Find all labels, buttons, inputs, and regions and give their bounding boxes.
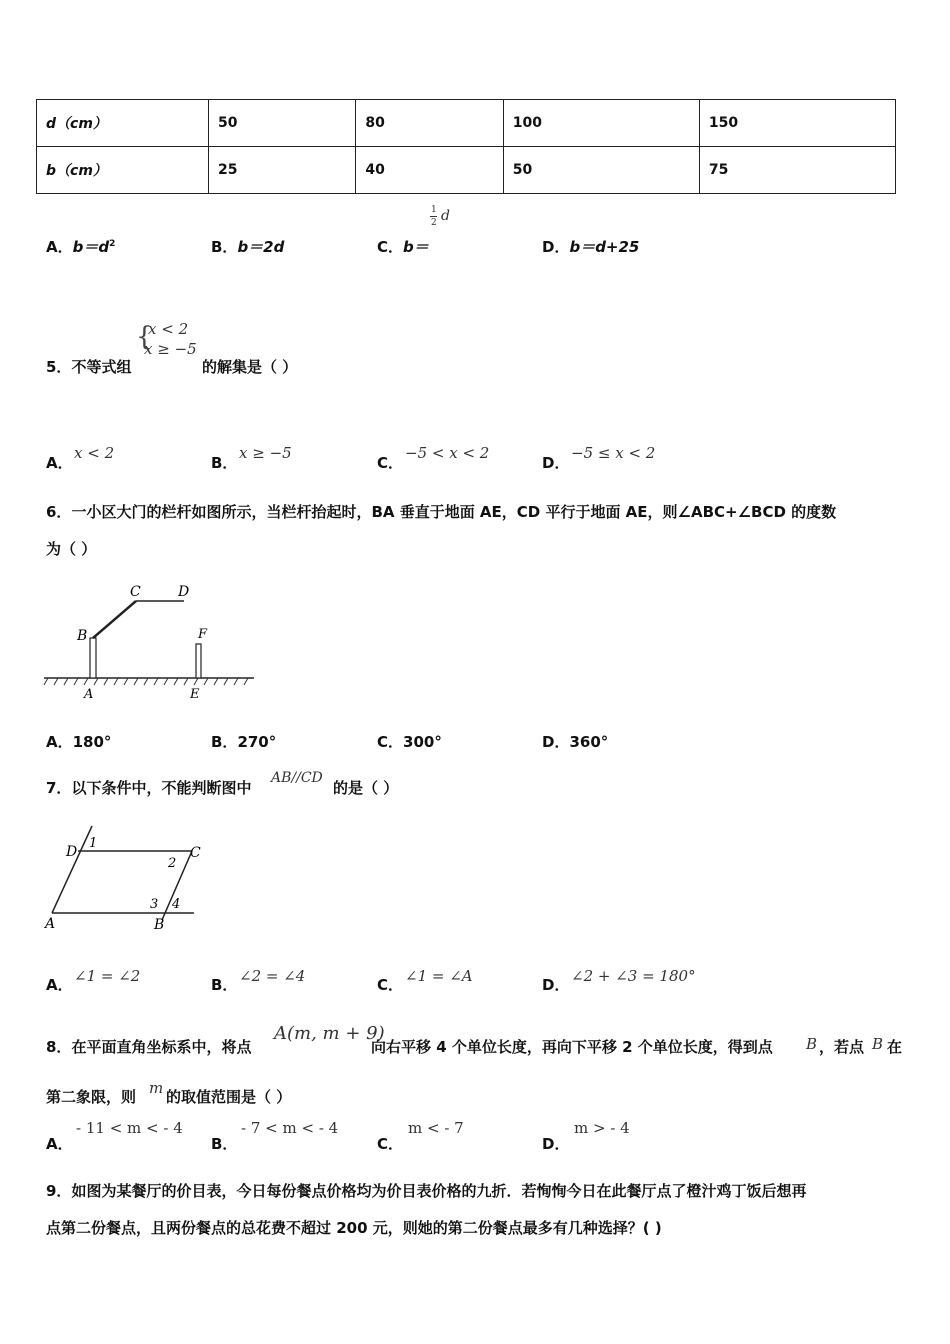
q6-option-a bbox=[46, 731, 111, 752]
table-cell: 40 bbox=[356, 147, 503, 194]
q8-stem-start bbox=[46, 1036, 251, 1057]
point-d-label: D bbox=[178, 584, 190, 600]
q4-option-d bbox=[542, 236, 639, 257]
q6-option-c bbox=[377, 731, 442, 752]
option-sup: 2 bbox=[109, 239, 116, 249]
system-line-1: x < 2 bbox=[148, 320, 189, 338]
table-cell: 50 bbox=[209, 100, 356, 147]
q8-stem-mid2: ，若点 bbox=[819, 1038, 865, 1056]
table-cell: 100 bbox=[503, 100, 699, 147]
option-label: B． bbox=[211, 454, 238, 472]
table-cell: 50 bbox=[503, 147, 699, 194]
q5-stem bbox=[46, 356, 131, 377]
option-label: A． bbox=[46, 454, 73, 472]
post-ba bbox=[90, 638, 96, 678]
q4-option-c bbox=[377, 236, 429, 257]
fraction-bar bbox=[430, 216, 437, 217]
point-c-label: C bbox=[130, 584, 141, 600]
q7-parallelogram-figure bbox=[40, 820, 210, 938]
q7-option-d bbox=[542, 974, 569, 995]
q7-option-d-math: ∠2 + ∠3 = 180° bbox=[571, 967, 696, 985]
q6-gate-figure bbox=[40, 582, 260, 704]
q5-stem-end: 的解集是（ ） bbox=[202, 358, 298, 376]
q8-option-c bbox=[377, 1133, 403, 1154]
q5-option-a-math: x < 2 bbox=[74, 444, 115, 462]
option-label: C． bbox=[377, 733, 404, 751]
fraction-numerator: 1 bbox=[431, 205, 437, 215]
ground-hatching bbox=[44, 678, 248, 685]
q4-option-a bbox=[46, 236, 115, 257]
q5-option-d bbox=[542, 452, 569, 473]
q7-option-b bbox=[211, 974, 237, 995]
option-label: B． bbox=[211, 1135, 238, 1153]
q5-option-b-math: x ≥ −5 bbox=[239, 444, 292, 462]
table-cell: 25 bbox=[209, 147, 356, 194]
point-d-label: D bbox=[66, 844, 78, 860]
q6-option-b bbox=[211, 731, 276, 752]
q8-point-b-math: B bbox=[806, 1035, 818, 1053]
q8-stem-line2: 第二象限，则 bbox=[46, 1088, 137, 1106]
q5-option-c-math: −5 < x < 2 bbox=[405, 444, 490, 462]
point-a-label: A bbox=[45, 916, 56, 932]
table-cell: b（cm） bbox=[37, 147, 209, 194]
option-text: 270° bbox=[237, 733, 277, 751]
system-line-2: x ≥ −5 bbox=[144, 340, 197, 358]
option-label: A． bbox=[46, 976, 73, 994]
q5-option-a bbox=[46, 452, 73, 473]
point-b-label: B bbox=[77, 628, 88, 644]
q5-inequality-system bbox=[136, 320, 200, 360]
q6-stem-line2: 为（ ） bbox=[46, 540, 97, 558]
option-label: B． bbox=[211, 733, 238, 751]
question-text: 不等式组 bbox=[71, 358, 132, 376]
q7-option-c-math: ∠1 = ∠A bbox=[405, 967, 473, 985]
q6-option-d bbox=[542, 731, 608, 752]
question-text: 一小区大门的栏杆如图所示，当栏杆抬起时，BA 垂直于地面 AE，CD 平行于地面 AE，则∠ABC+∠BCD 的度数 bbox=[71, 503, 837, 521]
q8-option-b-math: - 7 < m < - 4 bbox=[241, 1119, 339, 1137]
q8-option-d bbox=[542, 1133, 569, 1154]
point-b-label: B bbox=[154, 917, 165, 933]
option-label: D． bbox=[542, 1135, 570, 1153]
angle-3-label: 3 bbox=[150, 897, 159, 912]
table-cell: 150 bbox=[699, 100, 895, 147]
option-label: D． bbox=[542, 733, 570, 751]
q9-stem-line2: 点第二份餐点，且两份餐点的总花费不超过 200 元，则她的第二份餐点最多有几种选择？( ) bbox=[46, 1219, 662, 1237]
q9-stem-line1 bbox=[46, 1180, 806, 1201]
question-text: 如图为某餐厅的价目表，今日每份餐点价格均为价目表价格的九折．若恂恂今日在此餐厅点了橙汁鸡丁饭后想再 bbox=[71, 1182, 807, 1200]
option-label: D． bbox=[542, 238, 570, 256]
option-label: A． bbox=[46, 238, 73, 256]
q7-option-a bbox=[46, 974, 73, 995]
option-label: B． bbox=[211, 976, 238, 994]
q8-option-d-math: m > - 4 bbox=[574, 1119, 630, 1137]
point-c-label: C bbox=[190, 845, 201, 861]
fraction-denominator: 2 bbox=[431, 218, 437, 228]
q5-option-d-math: −5 ≤ x < 2 bbox=[571, 444, 656, 462]
table-row bbox=[37, 147, 896, 194]
option-label: D． bbox=[542, 454, 570, 472]
q8-option-b bbox=[211, 1133, 237, 1154]
q8-stem-end: 在 bbox=[887, 1038, 903, 1056]
question-text: 在平面直角坐标系中，将点 bbox=[71, 1038, 252, 1056]
q7-option-b-math: ∠2 = ∠4 bbox=[239, 967, 306, 985]
option-text: b＝d+25 bbox=[569, 238, 640, 256]
option-text: 300° bbox=[403, 733, 442, 751]
brace-symbol: { bbox=[136, 322, 153, 352]
q8-option-a bbox=[46, 1133, 73, 1154]
q7-stem-end: 的是（ ） bbox=[333, 779, 399, 797]
option-text: b＝d bbox=[72, 238, 110, 256]
q4-option-b bbox=[211, 236, 284, 257]
point-f-label: F bbox=[198, 627, 208, 642]
table-cell: 80 bbox=[356, 100, 503, 147]
option-label: C． bbox=[377, 1135, 404, 1153]
q8-option-a-math: - 11 < m < - 4 bbox=[76, 1119, 183, 1137]
q8-option-c-math: m < - 7 bbox=[408, 1119, 464, 1137]
q8-stem-line2-end: 的取值范围是（ ） bbox=[166, 1088, 292, 1106]
point-a-label: A bbox=[84, 687, 94, 702]
option-text: b＝2d bbox=[237, 238, 285, 256]
option-label: C． bbox=[377, 238, 404, 256]
option-label: A． bbox=[46, 1135, 73, 1153]
angle-1-label: 1 bbox=[89, 836, 98, 851]
q6-stem-line1 bbox=[46, 501, 836, 522]
table-cell: d（cm） bbox=[37, 100, 209, 147]
question-number: 8． bbox=[46, 1038, 72, 1056]
line-ad-extended bbox=[52, 826, 92, 913]
option-text: b＝ bbox=[403, 238, 429, 256]
question-text: 以下条件中，不能判断图中 bbox=[71, 779, 252, 797]
q7-option-a-math: ∠1 = ∠2 bbox=[74, 967, 141, 985]
q5-option-c bbox=[377, 452, 403, 473]
question-number: 6． bbox=[46, 503, 72, 521]
q8-point-a-math: A(m, m + 9) bbox=[274, 1023, 385, 1044]
bar-bc bbox=[93, 601, 136, 638]
angle-4-label: 4 bbox=[172, 897, 181, 912]
table-cell: 75 bbox=[699, 147, 895, 194]
post-ef bbox=[196, 644, 201, 678]
option-label: C． bbox=[377, 454, 404, 472]
option-label: D． bbox=[542, 976, 570, 994]
option-text: 180° bbox=[72, 733, 112, 751]
option-label: A． bbox=[46, 733, 73, 751]
angle-2-label: 2 bbox=[168, 856, 177, 871]
q5-option-b bbox=[211, 452, 237, 473]
option-label: C． bbox=[377, 976, 404, 994]
option-label: B． bbox=[211, 238, 238, 256]
question-number: 9． bbox=[46, 1182, 72, 1200]
data-table bbox=[36, 99, 896, 194]
q7-option-c bbox=[377, 974, 403, 995]
q8-m-math: m bbox=[149, 1079, 164, 1097]
option-text: 360° bbox=[569, 733, 609, 751]
q8-stem-mid: 向右平移 4 个单位长度，再向下平移 2 个单位长度，得到点 bbox=[371, 1038, 773, 1056]
q4-fraction bbox=[428, 205, 456, 235]
q8-point-b2-math: B bbox=[872, 1035, 884, 1053]
q7-stem bbox=[46, 777, 251, 798]
point-e-label: E bbox=[190, 687, 200, 702]
question-number: 5． bbox=[46, 358, 72, 376]
table-row bbox=[37, 100, 896, 147]
question-number: 7． bbox=[46, 779, 72, 797]
fraction-variable: d bbox=[441, 208, 450, 224]
q7-parallel-math: AB//CD bbox=[271, 770, 323, 786]
